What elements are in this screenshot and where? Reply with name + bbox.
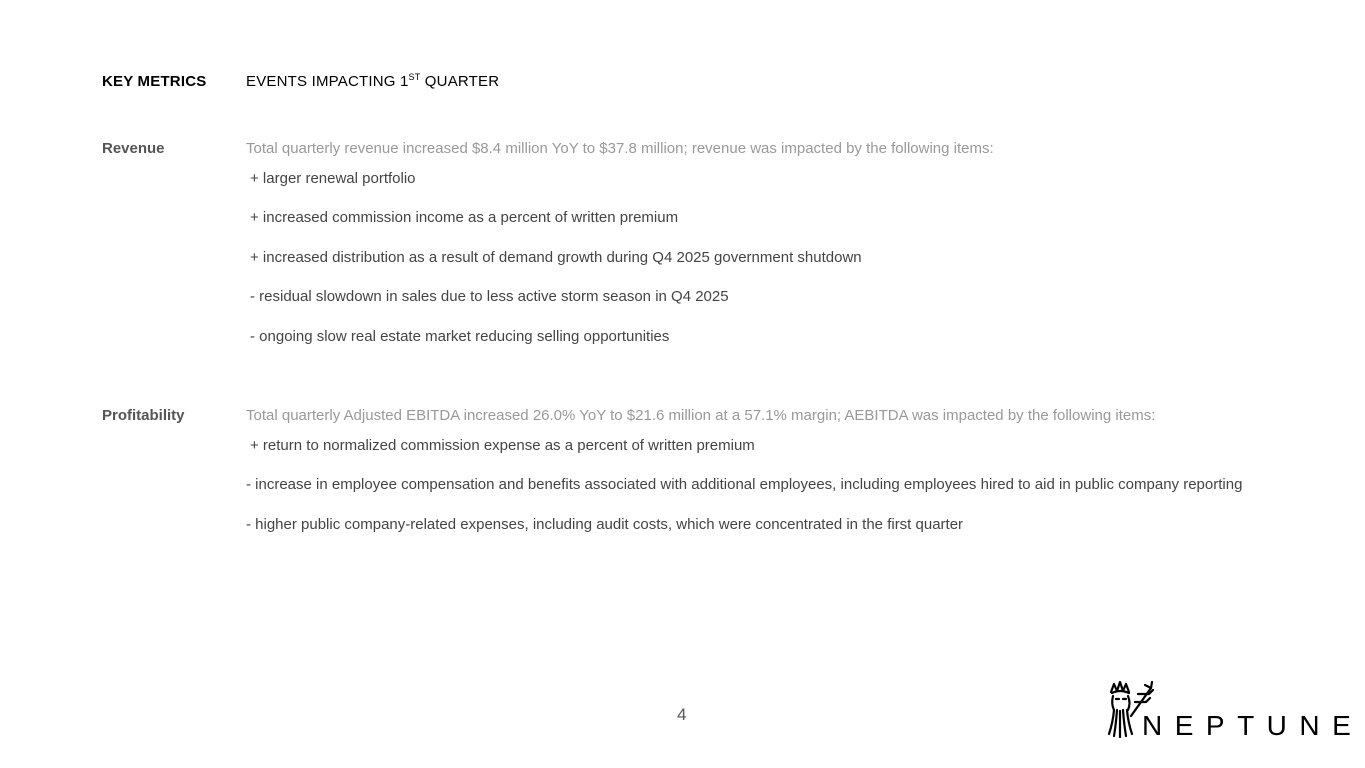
revenue-item: + increased commission income as a percent of written premium	[250, 209, 679, 226]
events-heading-prefix: EVENTS IMPACTING 1	[246, 73, 409, 90]
profitability-summary: Total quarterly Adjusted EBITDA increased 26.0% YoY to $21.6 million at a 57.1% margin; AEBITDA was impacted by the following items:	[246, 407, 1156, 424]
revenue-item: + increased distribution as a result of demand growth during Q4 2025 government shutdown	[250, 249, 862, 266]
neptune-wordmark: NEPTUNE	[1142, 710, 1364, 741]
profitability-label: Profitability	[102, 407, 185, 424]
revenue-item: - ongoing slow real estate market reducing selling opportunities	[250, 328, 670, 345]
revenue-item: - residual slowdown in sales due to less active storm season in Q4 2025	[250, 288, 729, 305]
page-number: 4	[677, 705, 687, 724]
key-metrics-heading: KEY METRICS	[102, 73, 207, 90]
profitability-item: + return to normalized commission expense as a percent of written premium	[250, 437, 755, 454]
events-heading-suffix: QUARTER	[420, 73, 500, 90]
revenue-item: + larger renewal portfolio	[250, 170, 416, 187]
events-heading-superscript: ST	[408, 72, 421, 82]
neptune-logo	[1105, 680, 1364, 741]
events-heading	[246, 73, 499, 90]
profitability-item: - higher public company-related expenses, including audit costs, which were concentrated in the first quarter	[246, 516, 964, 533]
revenue-summary: Total quarterly revenue increased $8.4 million YoY to $37.8 million; revenue was impacted by the following items:	[246, 140, 994, 157]
revenue-label: Revenue	[102, 140, 165, 157]
profitability-item: - increase in employee compensation and benefits associated with additional employees, including employees hired to aid in public company reporting	[246, 476, 1243, 493]
